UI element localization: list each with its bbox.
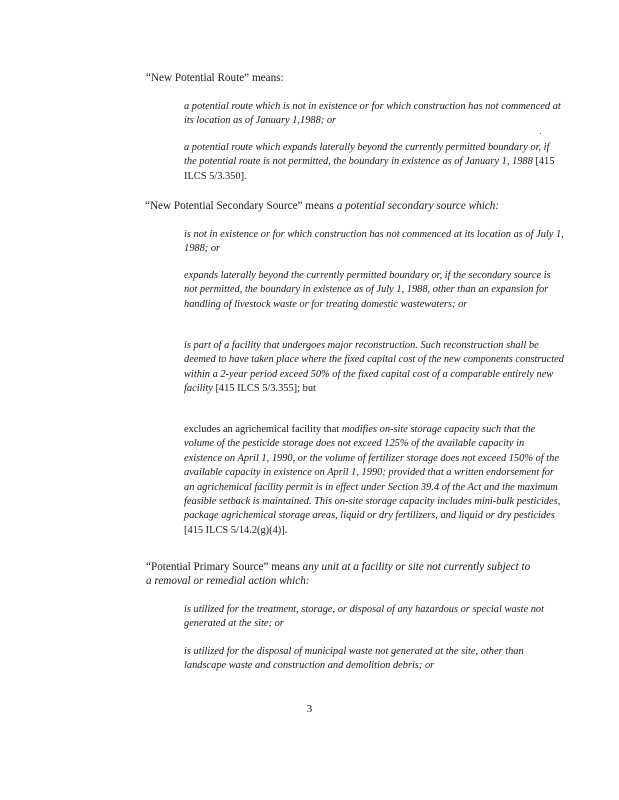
definition-lead: any unit at a facility or site not currently subject to a removal or remedial action which: (146, 561, 531, 588)
secondary-source-clause-3 (184, 339, 564, 397)
potential-primary-source-heading (146, 560, 536, 589)
new-potential-route-clause-2 (184, 141, 564, 184)
secondary-source-clause-2: expands laterally beyond the currently permitted boundary or, if the secondary source is not permitted, the boundary in existence as of July 1, 1988, other than an expansion for handling of livestock waste or for treating domestic wastewaters; or (184, 270, 551, 310)
secondary-source-clause-1: is not in existence or for which construction has not commenced at its location as of July 1, 1988; or (184, 229, 564, 255)
clause-text: is part of a facility that undergoes major reconstruction. Such reconstruction shall be deemed to have taken place where the fixed capital cost of the new components constructed within a 2-year period exceed 50% of the fixed capital cost of a comparable entirely new facility (184, 340, 564, 395)
definition-lead: a potential secondary source which: (336, 200, 500, 212)
defined-term: “New Potential Secondary Source” means (145, 200, 337, 212)
scan-speck (540, 133, 541, 134)
defined-term: “Potential Primary Source” means (146, 561, 303, 573)
new-potential-route-clause-1: a potential route which is not in existence or for which construction has not commenced at its location as of January 1,1988; or (184, 101, 561, 127)
clause-lead: excludes an agrichemical facility that (184, 424, 342, 435)
citation: [415 ILCS 5/14.2(g)(4)]. (184, 524, 288, 536)
citation: [415 ILCS 5/3.355]; but (212, 383, 316, 395)
primary-source-clause-1: is utilized for the treatment, storage, or disposal of any hazardous or special waste not generated at the site; or (184, 604, 545, 630)
primary-source-clause-2: is utilized for the disposal of municipal waste not generated at the site, other than landscape waste and construction and demolition debris; or (184, 646, 524, 672)
clause-text: a potential route which expands laterally beyond the currently permitted boundary or, if the potential route is not permitted, the boundary in existence as of January 1, 1988 (184, 142, 550, 168)
new-potential-route-heading: “New Potential Route” means: (146, 72, 284, 84)
clause-text: modifies on-site storage capacity such that the volume of the pesticide storage does not exceed 125% of the available capacity in existence on April 1, 1990, or the volume of fertilizer storage does not exceed 150% of the available capacity in existence on April 1, 1990; provided that a written endorsement for an agrichemical facility permit is in effect under Section 39.4 of the Act and the maximum feasible setback is maintained. This on-site storage capacity includes mini-bulk pesticides, package agrichemical storage areas, liquid or dry fertilizers, and liquid or dry pesticides (184, 424, 561, 522)
citation: [415 ILCS 5/3.350]. (184, 156, 555, 182)
secondary-source-clause-4 (184, 423, 564, 538)
page-number: 3 (306, 703, 313, 715)
new-potential-secondary-source-heading (145, 199, 499, 213)
